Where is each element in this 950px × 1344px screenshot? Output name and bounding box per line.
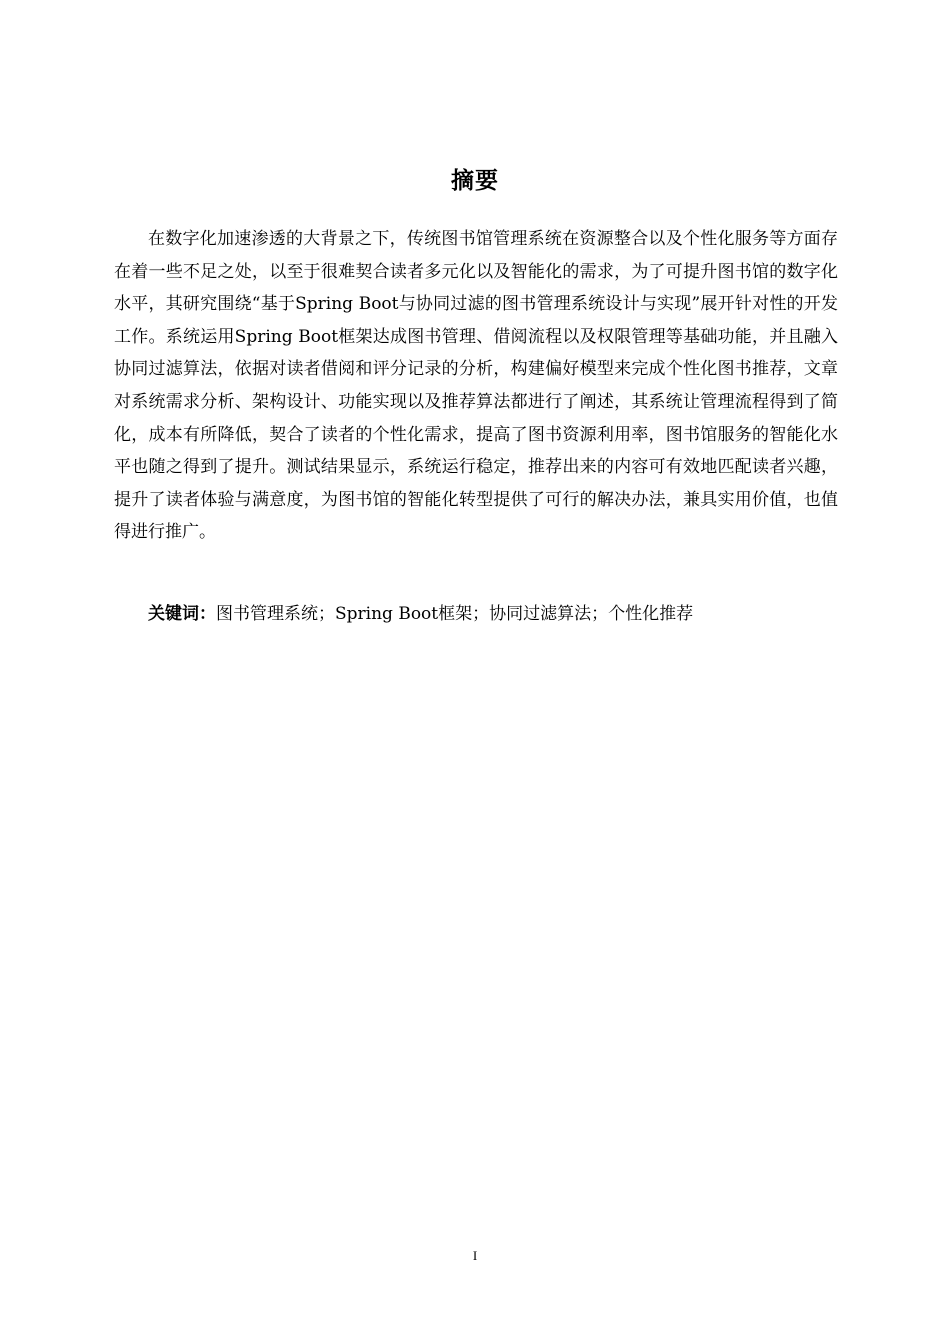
keywords-line — [148, 599, 838, 629]
page-number: I — [472, 1248, 478, 1263]
abstract-title: 摘要 — [451, 168, 499, 194]
abstract-paragraph: 在数字化加速渗透的大背景之下，传统图书馆管理系统在资源整合以及个性化服务等方面存在着一些不足之处，以至于很难契合读者多元化以及智能化的需求，为了可提升图书馆的数字化水平，其研究围绕“基于Spring Boot与协同过滤的图书管理系统设计与实现”展开针对性的开发工作。系统运用Spring Boot框架达成图书管理、借阅流程以及权限管理等基础功能，并且融入协同过滤算法，依据对读者借阅和评分记录的分析，构建偏好模型来完成个性化图书推荐，文章对系统需求分析、架构设计、功能实现以及推荐算法都进行了阐述，其系统让管理流程得到了简化，成本有所降低，契合了读者的个性化需求，提高了图书资源利用率，图书馆服务的智能化水平也随之得到了提升。测试结果显示，系统运行稳定，推荐出来的内容可有效地匹配读者兴趣，提升了读者体验与满意度，为图书馆的智能化转型提供了可行的解决办法，兼具实用价值，也值得进行推广。 — [114, 229, 838, 543]
keywords-label: 关键词： — [148, 604, 216, 624]
keywords-text: 图书管理系统；Spring Boot框架；协同过滤算法；个性化推荐 — [216, 604, 694, 624]
